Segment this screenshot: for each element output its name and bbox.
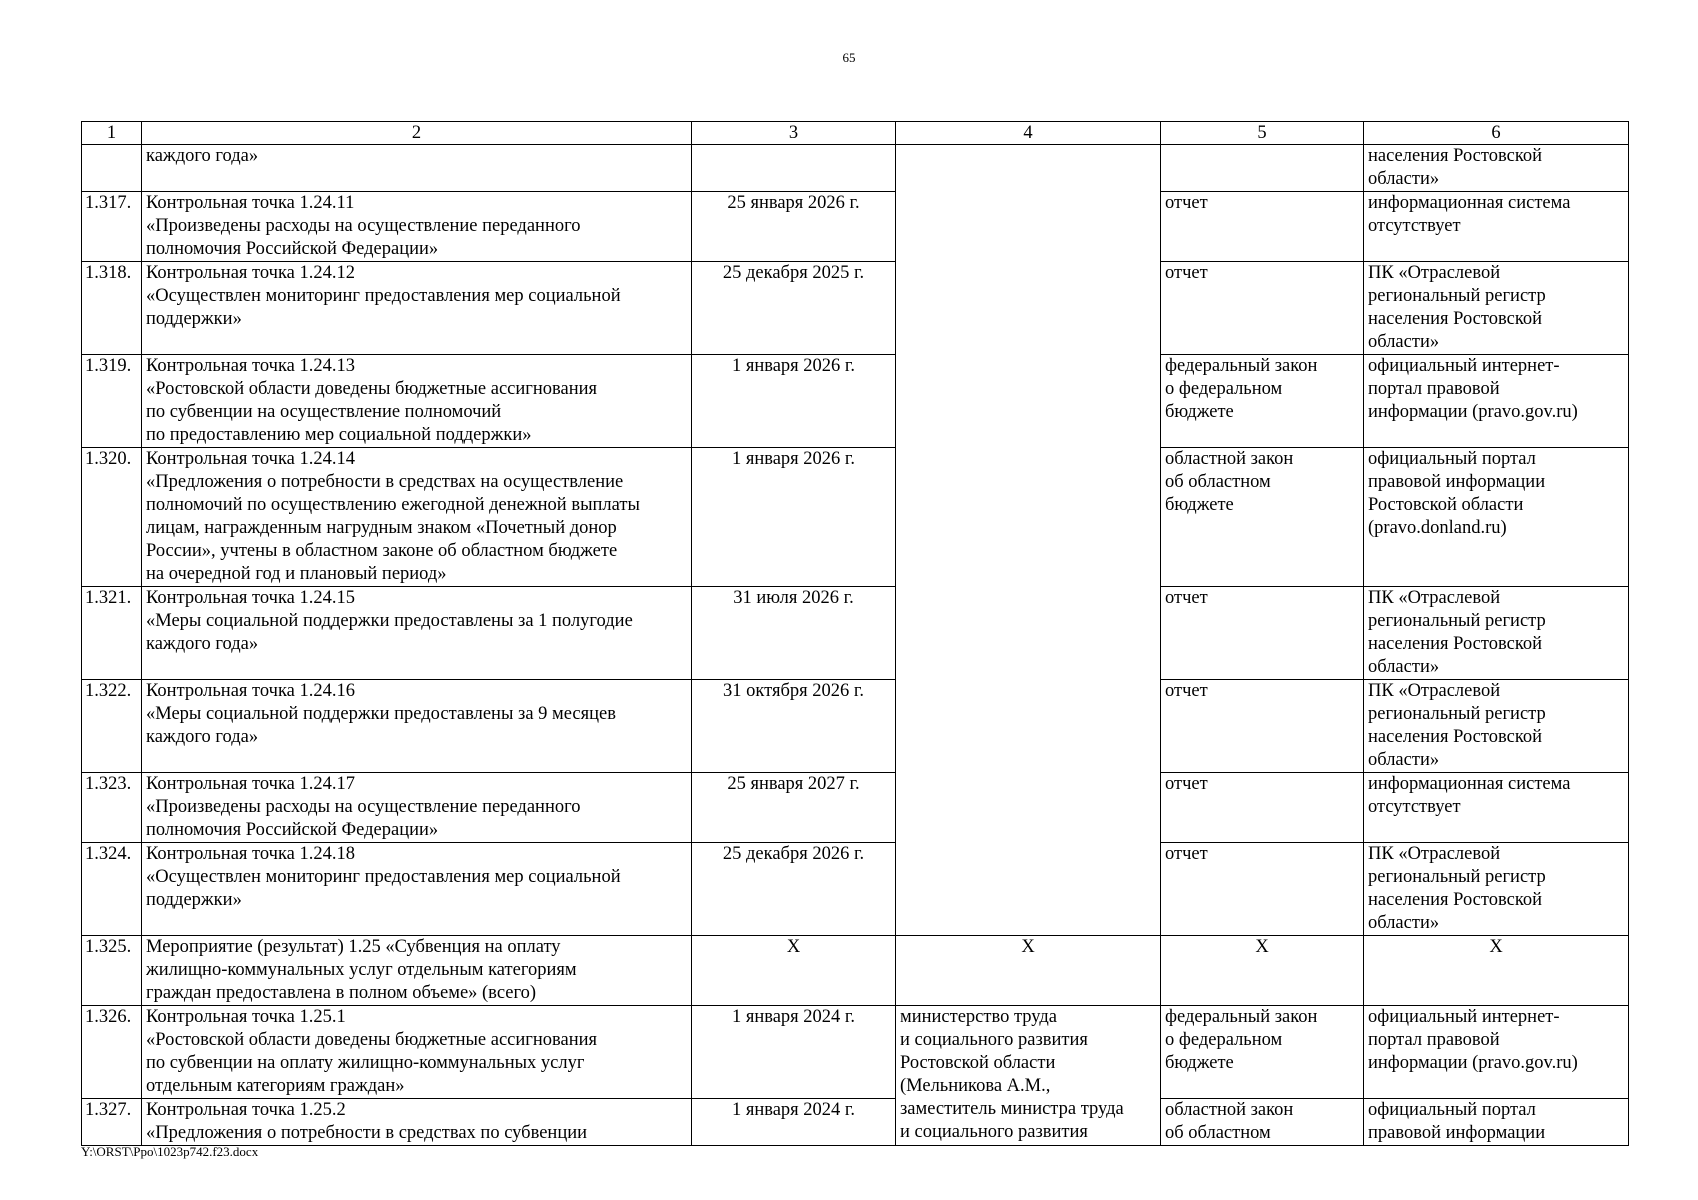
row-number: 1.320. [82, 448, 142, 587]
text-line: населения Ростовской [1368, 727, 1543, 747]
row-number: 1.323. [82, 773, 142, 843]
row-date: 25 декабря 2026 г. [692, 843, 896, 936]
text-line: на очередной год и плановый период» [146, 564, 447, 584]
text-line: Контрольная точка 1.24.17 [146, 774, 356, 794]
row-source [1161, 773, 1364, 843]
text-line: жилищно-коммунальных услуг отдельным категориям [146, 960, 577, 980]
row-number [82, 145, 142, 192]
text-line: ПК «Отраслевой [1368, 844, 1501, 864]
row-source [1161, 1099, 1364, 1146]
text-line: Ростовской области [900, 1053, 1056, 1073]
row-date: 25 января 2027 г. [692, 773, 896, 843]
row-description [142, 587, 692, 680]
row-date: X [692, 936, 896, 1006]
text-line: каждого года» [146, 727, 259, 747]
row-info-system [1364, 680, 1629, 773]
text-line: полномочий по осуществлению ежегодной денежной выплаты [146, 495, 640, 515]
table-wrapper [81, 121, 1628, 1143]
row-description [142, 1099, 692, 1146]
text-line: Ростовской области [1368, 495, 1524, 515]
text-line: области» [1368, 332, 1440, 352]
row-description [142, 1006, 692, 1099]
row-info-system [1364, 1006, 1629, 1099]
text-line: правовой информации [1368, 1123, 1546, 1143]
text-line: ПК «Отраслевой [1368, 588, 1501, 608]
text-line: «Меры социальной поддержки предоставлены за 1 полугодие [146, 611, 633, 631]
row-info-system [1364, 355, 1629, 448]
text-line: Контрольная точка 1.25.1 [146, 1007, 346, 1027]
text-line: ПК «Отраслевой [1368, 681, 1501, 701]
text-line: информационная система [1368, 193, 1571, 213]
row-description [142, 448, 692, 587]
text-line: полномочия Российской Федерации» [146, 820, 439, 840]
table-row [82, 773, 1629, 843]
row-date: 25 января 2026 г. [692, 192, 896, 262]
row-number: 1.321. [82, 587, 142, 680]
text-line: бюджете [1165, 1053, 1234, 1073]
text-line: Контрольная точка 1.24.13 [146, 356, 356, 376]
text-line: граждан предоставлена в полном объеме» (всего) [146, 983, 536, 1003]
text-line: ПК «Отраслевой [1368, 263, 1501, 283]
text-line: отчет [1165, 844, 1208, 864]
text-line: отчет [1165, 681, 1208, 701]
footer-file-path: Y:\ORST\Ppo\1023p742.f23.docx [81, 1144, 259, 1159]
row-source [1161, 843, 1364, 936]
text-line: отчет [1165, 588, 1208, 608]
text-line: по субвенции на оплату жилищно-коммунальных услуг [146, 1053, 585, 1073]
table-row [82, 192, 1629, 262]
text-line: официальный портал [1368, 1100, 1536, 1120]
column-header: 2 [142, 122, 692, 145]
text-line: Контрольная точка 1.25.2 [146, 1100, 346, 1120]
text-line: бюджете [1165, 495, 1234, 515]
text-line: Контрольная точка 1.24.12 [146, 263, 356, 283]
row-info-system [1364, 587, 1629, 680]
text-line: Контрольная точка 1.24.14 [146, 449, 356, 469]
text-line: информации (pravo.gov.ru) [1368, 402, 1578, 422]
row-responsible [896, 1006, 1161, 1146]
text-line: официальный интернет- [1368, 356, 1560, 376]
text-line: портал правовой [1368, 379, 1500, 399]
row-description [142, 355, 692, 448]
text-line: Контрольная точка 1.24.16 [146, 681, 356, 701]
text-line: «Осуществлен мониторинг предоставления мер социальной [146, 286, 621, 306]
text-line: отсутствует [1368, 797, 1461, 817]
text-line: бюджете [1165, 402, 1234, 422]
column-header: 6 [1364, 122, 1629, 145]
text-line: области» [1368, 169, 1440, 189]
row-number: 1.319. [82, 355, 142, 448]
text-line: отчет [1165, 263, 1208, 283]
row-description [142, 843, 692, 936]
table-row [82, 262, 1629, 355]
text-line: «Произведены расходы на осуществление переданного [146, 216, 581, 236]
row-responsible [896, 936, 1161, 1006]
text-line: портал правовой [1368, 1030, 1500, 1050]
text-line: (Мельникова А.М., [900, 1076, 1051, 1096]
row-source [1161, 192, 1364, 262]
text-line: области» [1368, 657, 1440, 677]
row-number: 1.327. [82, 1099, 142, 1146]
text-line: населения Ростовской [1368, 634, 1543, 654]
row-source [1161, 145, 1364, 192]
row-date: 1 января 2026 г. [692, 448, 896, 587]
text-line: каждого года» [146, 146, 259, 166]
row-number: 1.325. [82, 936, 142, 1006]
text-line: информационная система [1368, 774, 1571, 794]
text-line: населения Ростовской [1368, 890, 1543, 910]
column-header: 4 [896, 122, 1161, 145]
text-line: поддержки» [146, 309, 242, 329]
text-line: «Предложения о потребности в средствах на осуществление [146, 472, 624, 492]
text-line: отсутствует [1368, 216, 1461, 236]
text-line: «Ростовской области доведены бюджетные ассигнования [146, 379, 598, 399]
text-line: полномочия Российской Федерации» [146, 239, 439, 259]
row-date: 25 декабря 2025 г. [692, 262, 896, 355]
row-description [142, 936, 692, 1006]
row-date: 1 января 2024 г. [692, 1099, 896, 1146]
table-row [82, 355, 1629, 448]
row-date: 31 октября 2026 г. [692, 680, 896, 773]
text-line: по субвенции на осуществление полномочий [146, 402, 502, 422]
row-number: 1.324. [82, 843, 142, 936]
text-line: Контрольная точка 1.24.11 [146, 193, 355, 213]
table-row [82, 587, 1629, 680]
text-line: «Предложения о потребности в средствах по субвенции [146, 1123, 588, 1143]
table-row [82, 936, 1629, 1006]
text-line: официальный портал [1368, 449, 1536, 469]
row-info-system [1364, 773, 1629, 843]
row-description [142, 680, 692, 773]
text-line: поддержки» [146, 890, 242, 910]
row-number: 1.317. [82, 192, 142, 262]
table-row [82, 843, 1629, 936]
responsible-cell-merged [896, 145, 1161, 936]
text-line: об областном [1165, 1123, 1271, 1143]
row-source [1161, 1006, 1364, 1099]
text-line: населения Ростовской [1368, 309, 1543, 329]
text-line: федеральный закон [1165, 1007, 1318, 1027]
text-line: Контрольная точка 1.24.15 [146, 588, 356, 608]
text-line: «Меры социальной поддержки предоставлены за 9 месяцев [146, 704, 616, 724]
text-line: региональный регистр [1368, 867, 1546, 887]
text-line: X [1021, 937, 1035, 957]
text-line: заместитель министра труда [900, 1099, 1124, 1119]
text-line: региональный регистр [1368, 611, 1546, 631]
table-row [82, 1099, 1629, 1146]
row-info-system [1364, 262, 1629, 355]
text-line: «Ростовской области доведены бюджетные ассигнования [146, 1030, 598, 1050]
row-description [142, 192, 692, 262]
row-number: 1.326. [82, 1006, 142, 1099]
text-line: «Произведены расходы на осуществление переданного [146, 797, 581, 817]
row-info-system [1364, 145, 1629, 192]
row-description [142, 145, 692, 192]
text-line: об областном [1165, 472, 1271, 492]
text-line: отчет [1165, 193, 1208, 213]
text-line: информации (pravo.gov.ru) [1368, 1053, 1578, 1073]
table-row [82, 1006, 1629, 1099]
row-description [142, 262, 692, 355]
table-row [82, 448, 1629, 587]
text-line: областной закон [1165, 1100, 1294, 1120]
row-source [1161, 587, 1364, 680]
text-line: Мероприятие (результат) 1.25 «Субвенция на оплату [146, 937, 561, 957]
column-header: 5 [1161, 122, 1364, 145]
text-line: населения Ростовской [1368, 146, 1543, 166]
text-line: и социального развития [900, 1122, 1088, 1142]
text-line: лицам, награжденным нагрудным знаком «Почетный донор [146, 518, 617, 538]
row-description [142, 773, 692, 843]
row-date: 1 января 2024 г. [692, 1006, 896, 1099]
row-source [1161, 448, 1364, 587]
row-date [692, 145, 896, 192]
row-date: 31 июля 2026 г. [692, 587, 896, 680]
text-line: X [1255, 937, 1269, 957]
table-row [82, 680, 1629, 773]
text-line: и социального развития [900, 1030, 1088, 1050]
text-line: X [1489, 937, 1503, 957]
text-line: области» [1368, 750, 1440, 770]
row-info-system [1364, 192, 1629, 262]
row-number: 1.322. [82, 680, 142, 773]
column-header: 3 [692, 122, 896, 145]
row-date: 1 января 2026 г. [692, 355, 896, 448]
text-line: областной закон [1165, 449, 1294, 469]
text-line: официальный интернет- [1368, 1007, 1560, 1027]
text-line: региональный регистр [1368, 286, 1546, 306]
text-line: отчет [1165, 774, 1208, 794]
text-line: каждого года» [146, 634, 259, 654]
row-source [1161, 262, 1364, 355]
text-line: «Осуществлен мониторинг предоставления мер социальной [146, 867, 621, 887]
text-line: Контрольная точка 1.24.18 [146, 844, 356, 864]
text-line: министерство труда [900, 1007, 1057, 1027]
row-source [1161, 936, 1364, 1006]
page-number: 65 [842, 50, 856, 65]
text-line: о федеральном [1165, 379, 1283, 399]
row-info-system [1364, 1099, 1629, 1146]
text-line: (pravo.donland.ru) [1368, 518, 1507, 538]
text-line: правовой информации [1368, 472, 1546, 492]
text-line: о федеральном [1165, 1030, 1283, 1050]
text-line: по предоставлению мер социальной поддержки» [146, 425, 532, 445]
control-points-table [81, 121, 1629, 1146]
row-number: 1.318. [82, 262, 142, 355]
column-header: 1 [82, 122, 142, 145]
table-row [82, 145, 1629, 192]
text-line: отдельным категориям граждан» [146, 1076, 405, 1096]
text-line: федеральный закон [1165, 356, 1318, 376]
row-source [1161, 680, 1364, 773]
text-line: области» [1368, 913, 1440, 933]
row-info-system [1364, 936, 1629, 1006]
text-line: России», учтены в областном законе об областном бюджете [146, 541, 618, 561]
row-source [1161, 355, 1364, 448]
row-info-system [1364, 448, 1629, 587]
row-info-system [1364, 843, 1629, 936]
text-line: региональный регистр [1368, 704, 1546, 724]
table-header-row [82, 122, 1629, 145]
